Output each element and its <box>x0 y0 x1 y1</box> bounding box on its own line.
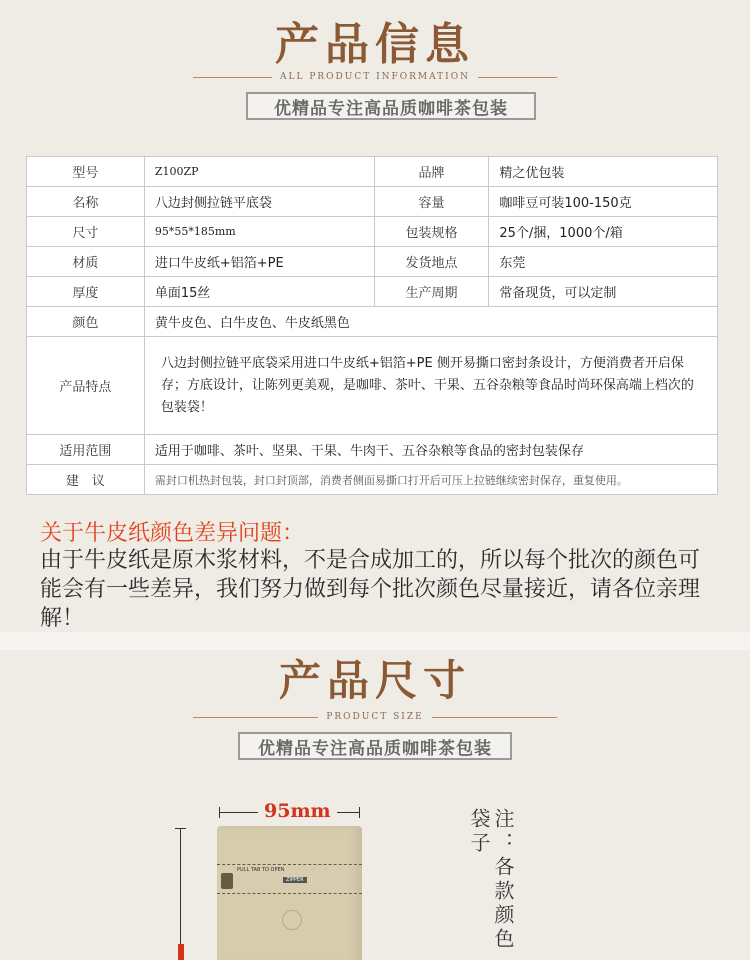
height-dimension-marker <box>178 944 184 960</box>
table-row <box>27 187 718 217</box>
cell-value: 进口牛皮纸+铝箔+PE <box>144 247 374 277</box>
cell-label: 颜色 <box>27 307 145 337</box>
cell-value: 东莞 <box>489 247 718 277</box>
cell-value: 25个/捆，1000个/箱 <box>489 217 718 247</box>
kraft-note-body: 由于牛皮纸是原木浆材料，不是合成加工的，所以每个批次的颜色可能会有一些差异，我们努力做到每个批次颜色尽量接近，请各位亲理解！ <box>40 548 701 631</box>
cell-value: 95*55*185mm <box>144 217 374 247</box>
table-row-feature <box>27 337 718 435</box>
slogan-banner: 优精品专注高品质咖啡茶包装 <box>238 732 512 760</box>
cell-value: 黄牛皮色、白牛皮色、牛皮纸黑色 <box>144 307 717 337</box>
cell-value: 需封口机热封包装，封口封顶部，消费者侧面易撕口打开后可压上拉链继续密封保存，重复使用。 <box>144 465 717 495</box>
cell-label: 建 议 <box>27 465 145 495</box>
bag-pull-text: PULL TAB TO OPEN <box>237 867 285 873</box>
subtitle-text: ALL PRODUCT INFORMATION <box>280 72 470 82</box>
cell-value: Z100ZP <box>144 157 374 187</box>
cell-value: 咖啡豆可装100-150克 <box>489 187 718 217</box>
cell-value: 八边封侧拉链平底袋采用进口牛皮纸+铝箔+PE 侧开易撕口密封条设计，方便消费者开启保存；方底设计，让陈列更美观，是咖啡、茶叶、干果、五谷杂粮等食品时尚环保高端上档次的包装袋！ <box>144 337 717 435</box>
cell-label: 产品特点 <box>27 337 145 435</box>
section-subtitle-size <box>185 710 565 724</box>
table-row <box>27 247 718 277</box>
subtitle-text: PRODUCT SIZE <box>326 712 424 722</box>
product-bag-image <box>217 826 362 960</box>
width-dimension-label: 95mm <box>258 800 337 822</box>
table-row-scope <box>27 435 718 465</box>
cell-value: 适用于咖啡、茶叶、坚果、干果、牛肉干、五谷杂粮等食品的密封包装保存 <box>144 435 717 465</box>
cell-value: 八边封侧拉链平底袋 <box>144 187 374 217</box>
section-subtitle-info <box>185 70 565 84</box>
cell-value: 精之优包装 <box>489 157 718 187</box>
kraft-note-title: 关于牛皮纸颜色差异问题： <box>40 521 305 546</box>
cell-label: 发货地点 <box>374 247 489 277</box>
table-row-advice <box>27 465 718 495</box>
bag-zipper-strip <box>217 864 362 894</box>
height-dimension-line <box>180 828 181 960</box>
table-row <box>27 277 718 307</box>
cell-label: 厚度 <box>27 277 145 307</box>
bag-zipper-text: ZIPPER <box>283 877 307 883</box>
cell-label: 名称 <box>27 187 145 217</box>
slogan-banner: 优精品专注高品质咖啡茶包装 <box>246 92 536 120</box>
cell-label: 生产周期 <box>374 277 489 307</box>
cell-label: 型号 <box>27 157 145 187</box>
size-note: 注：各款颜色袋子 <box>467 808 515 952</box>
product-info-table <box>26 156 718 495</box>
cell-label: 适用范围 <box>27 435 145 465</box>
table-row <box>27 157 718 187</box>
cell-value: 单面15丝 <box>144 277 374 307</box>
bag-pull-tab <box>221 873 233 889</box>
section-title-info: 产品信息 <box>275 19 475 70</box>
section-title-size: 产品尺寸 <box>278 656 471 705</box>
cell-label: 容量 <box>374 187 489 217</box>
cell-label: 材质 <box>27 247 145 277</box>
table-row-color <box>27 307 718 337</box>
cell-label: 尺寸 <box>27 217 145 247</box>
bag-valve-icon <box>282 910 302 930</box>
table-row <box>27 217 718 247</box>
cell-label: 品牌 <box>374 157 489 187</box>
cell-value: 常备现货，可以定制 <box>489 277 718 307</box>
cell-label: 包装规格 <box>374 217 489 247</box>
